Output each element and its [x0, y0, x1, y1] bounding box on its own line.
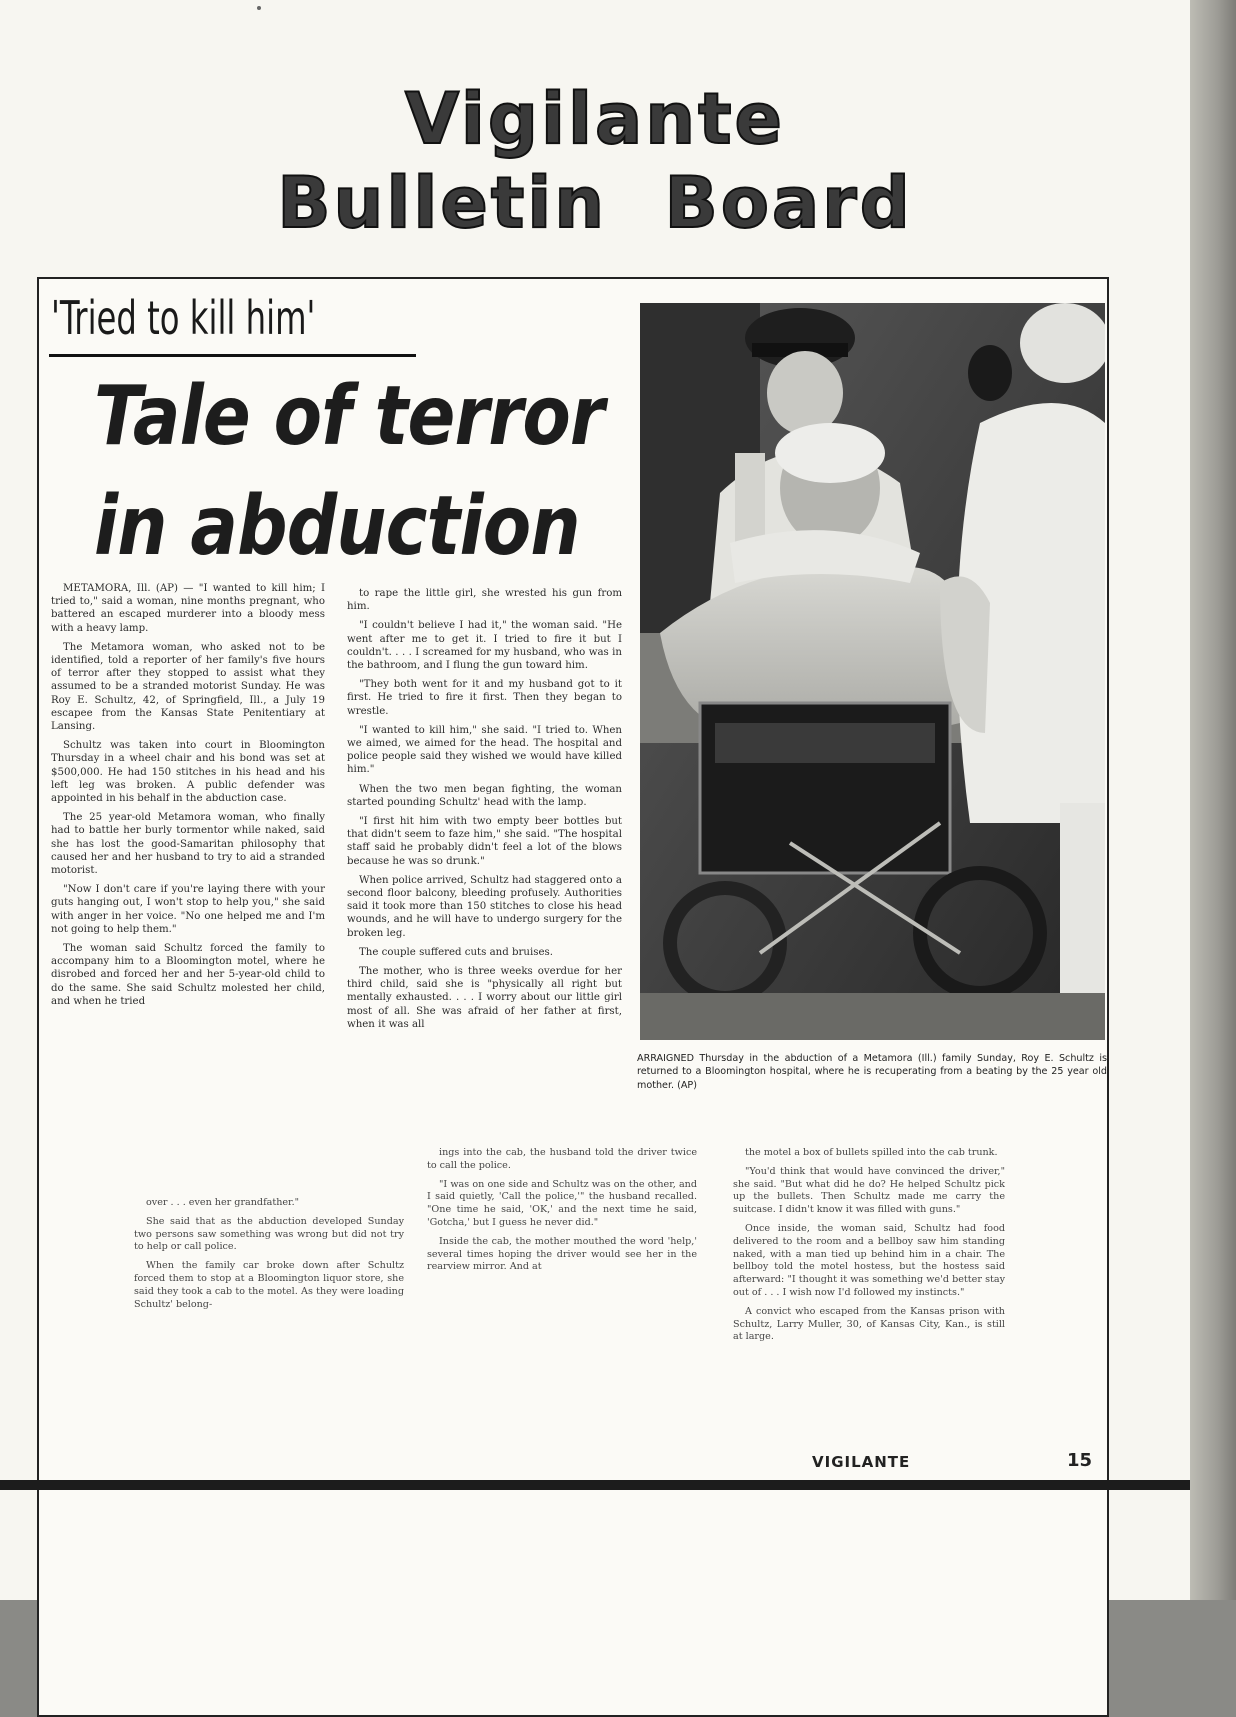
photo-wheelchair-image	[640, 303, 1105, 1040]
article-paragraph: The woman said Schultz forced the family to accompany him to a Bloomington motel, where he disrobed and forced her and her 5-year-old child to do the same. She said Schultz molested her child, and when he tried	[51, 943, 325, 1007]
article-column-5	[733, 1147, 1005, 1350]
article-paragraph: Schultz was taken into court in Bloomington Thursday in a wheel chair and his bond was set at $500,000. He had 150 stitches in his head and his left leg was broken. A public defender was appointed in his behalf in the abduction case.	[51, 740, 325, 805]
footer-rule	[0, 1480, 1190, 1490]
article-paragraph: The Metamora woman, who asked not to be identified, told a reporter of her family's five hours of terror after they stopped to assist what they assumed to be a stranded motorist Sunday. He was Roy E. Schultz, 42, of Springfield, Ill., a July 19 escapee from the Kansas State Penitentiary at Lansing.	[51, 641, 325, 733]
article-column-3	[134, 1197, 404, 1317]
page-number: 15	[1067, 1450, 1093, 1471]
article-paragraph: ings into the cab, the husband told the driver twice to call the police.	[427, 1147, 697, 1171]
article-paragraph: METAMORA, Ill. (AP) — "I wanted to kill him; I tried to," said a woman, nine months pregnant, who battered an escaped murderer into a bloody mess with a heavy lamp.	[51, 583, 325, 634]
article-column-4	[427, 1147, 697, 1280]
masthead-line-2: Bulletin Board	[277, 162, 913, 244]
article-paragraph: When the two men began fighting, the woman started pounding Schultz' head with the lamp.	[347, 783, 622, 808]
article-paragraph: "I couldn't believe I had it," the woman said. "He went after me to get it. I tried to fire it but I couldn't. . . . I screamed for my husband, who was in the bathroom, and I flung the gun toward him.	[347, 620, 622, 672]
article-paragraph: When police arrived, Schultz had staggered onto a second floor balcony, bleeding profusely. Authorities said it took more than 150 stitches to close his head wounds, and he will have to undergo surgery for the broken leg.	[347, 874, 622, 939]
news-clipping	[37, 277, 1109, 1717]
headline-line-2: in abduction	[94, 479, 580, 574]
article-column-2	[347, 587, 622, 1037]
headline-line-1: Tale of terror	[94, 369, 604, 464]
masthead-line-1: Vigilante	[404, 78, 786, 160]
article-paragraph: When the family car broke down after Schultz forced them to stop at a Bloomington liquor store, she said they took a cab to the motel. As they were loading Schultz' belong-	[134, 1260, 404, 1310]
photo-caption: ARRAIGNED Thursday in the abduction of a Metamora (Ill.) family Sunday, Roy E. Schultz is returned to a Bloomington hospital, where he is recuperating from a beating by the 25 year old mother. (AP)	[637, 1053, 1107, 1091]
article-paragraph: "Now I don't care if you're laying there with your guts hanging out, I won't stop to help you," she said with anger in her voice. "No one helped me and I'm not going to help them."	[51, 884, 325, 935]
article-paragraph: The mother, who is three weeks overdue for her third child, said she is "physically all right but mentally exhausted. . . . I worry about our little girl most of all. She was afraid of her father at first, when it was all	[347, 966, 622, 1030]
article-paragraph: A convict who escaped from the Kansas prison with Schultz, Larry Muller, 30, of Kansas City, Kan., is still at large.	[733, 1305, 1005, 1343]
article-paragraph: "They both went for it and my husband got to it first. He tried to fire it first. Then they began to wrestle.	[347, 679, 622, 717]
article-paragraph: "I was on one side and Schultz was on the other, and I said quietly, 'Call the police,'" the husband recalled. "One time he said, 'OK,' and the next time he said, 'Gotcha,' but I guess he never did."	[427, 1178, 697, 1228]
news-photo	[640, 303, 1105, 1040]
article-column-1	[51, 582, 325, 1014]
kicker-underline	[49, 354, 416, 357]
article-paragraph: to rape the little girl, she wrested his gun from him.	[347, 588, 622, 613]
article-paragraph: Inside the cab, the mother mouthed the word 'help,' several times hoping the driver would see her in the rearview mirror. And at	[427, 1235, 697, 1273]
article-paragraph: "You'd think that would have convinced the driver," she said. "But what did he do? He helped Schultz pick up the bullets. Then Schultz made me carry the suitcase. I didn't know it was filled with guns."	[733, 1165, 1005, 1216]
article-paragraph: the motel a box of bullets spilled into the cab trunk.	[745, 1147, 998, 1158]
print-speck	[257, 6, 261, 10]
article-paragraph: The couple suffered cuts and bruises.	[359, 946, 553, 958]
article-paragraph: "I wanted to kill him," she said. "I tried to. When we aimed, we aimed for the head. The hospital and police people said they wished we would have killed him."	[347, 724, 622, 776]
binding-edge	[1190, 0, 1236, 1600]
article-paragraph: The 25 year-old Metamora woman, who finally had to battle her burly tormentor while naked, said she has lost the good-Samaritan philosophy that caused her and her husband to try to aid a stranded motorist.	[51, 812, 325, 877]
article-paragraph: She said that as the abduction developed Sunday two persons saw something was wrong but did not try to help or call police.	[134, 1215, 404, 1253]
article-paragraph: "I first hit him with two empty beer bottles but that didn't seem to faze him," she said. "The hospital staff said he probably didn't feel a lot of the blows because he was so drunk."	[347, 816, 622, 867]
article-paragraph: over . . . even her grandfather."	[146, 1197, 300, 1208]
footer-publication-name: VIGILANTE	[812, 1453, 911, 1471]
kicker-headline: 'Tried to kill him'	[51, 291, 316, 345]
article-paragraph: Once inside, the woman said, Schultz had food delivered to the room and a bellboy saw him standing naked, with a man tied up behind him in a chair. The bellboy told the motel hostess, but the hostess said afterward: "I thought it was something we'd better stay out of . . . I wish now I'd followed my instincts."	[733, 1222, 1005, 1298]
